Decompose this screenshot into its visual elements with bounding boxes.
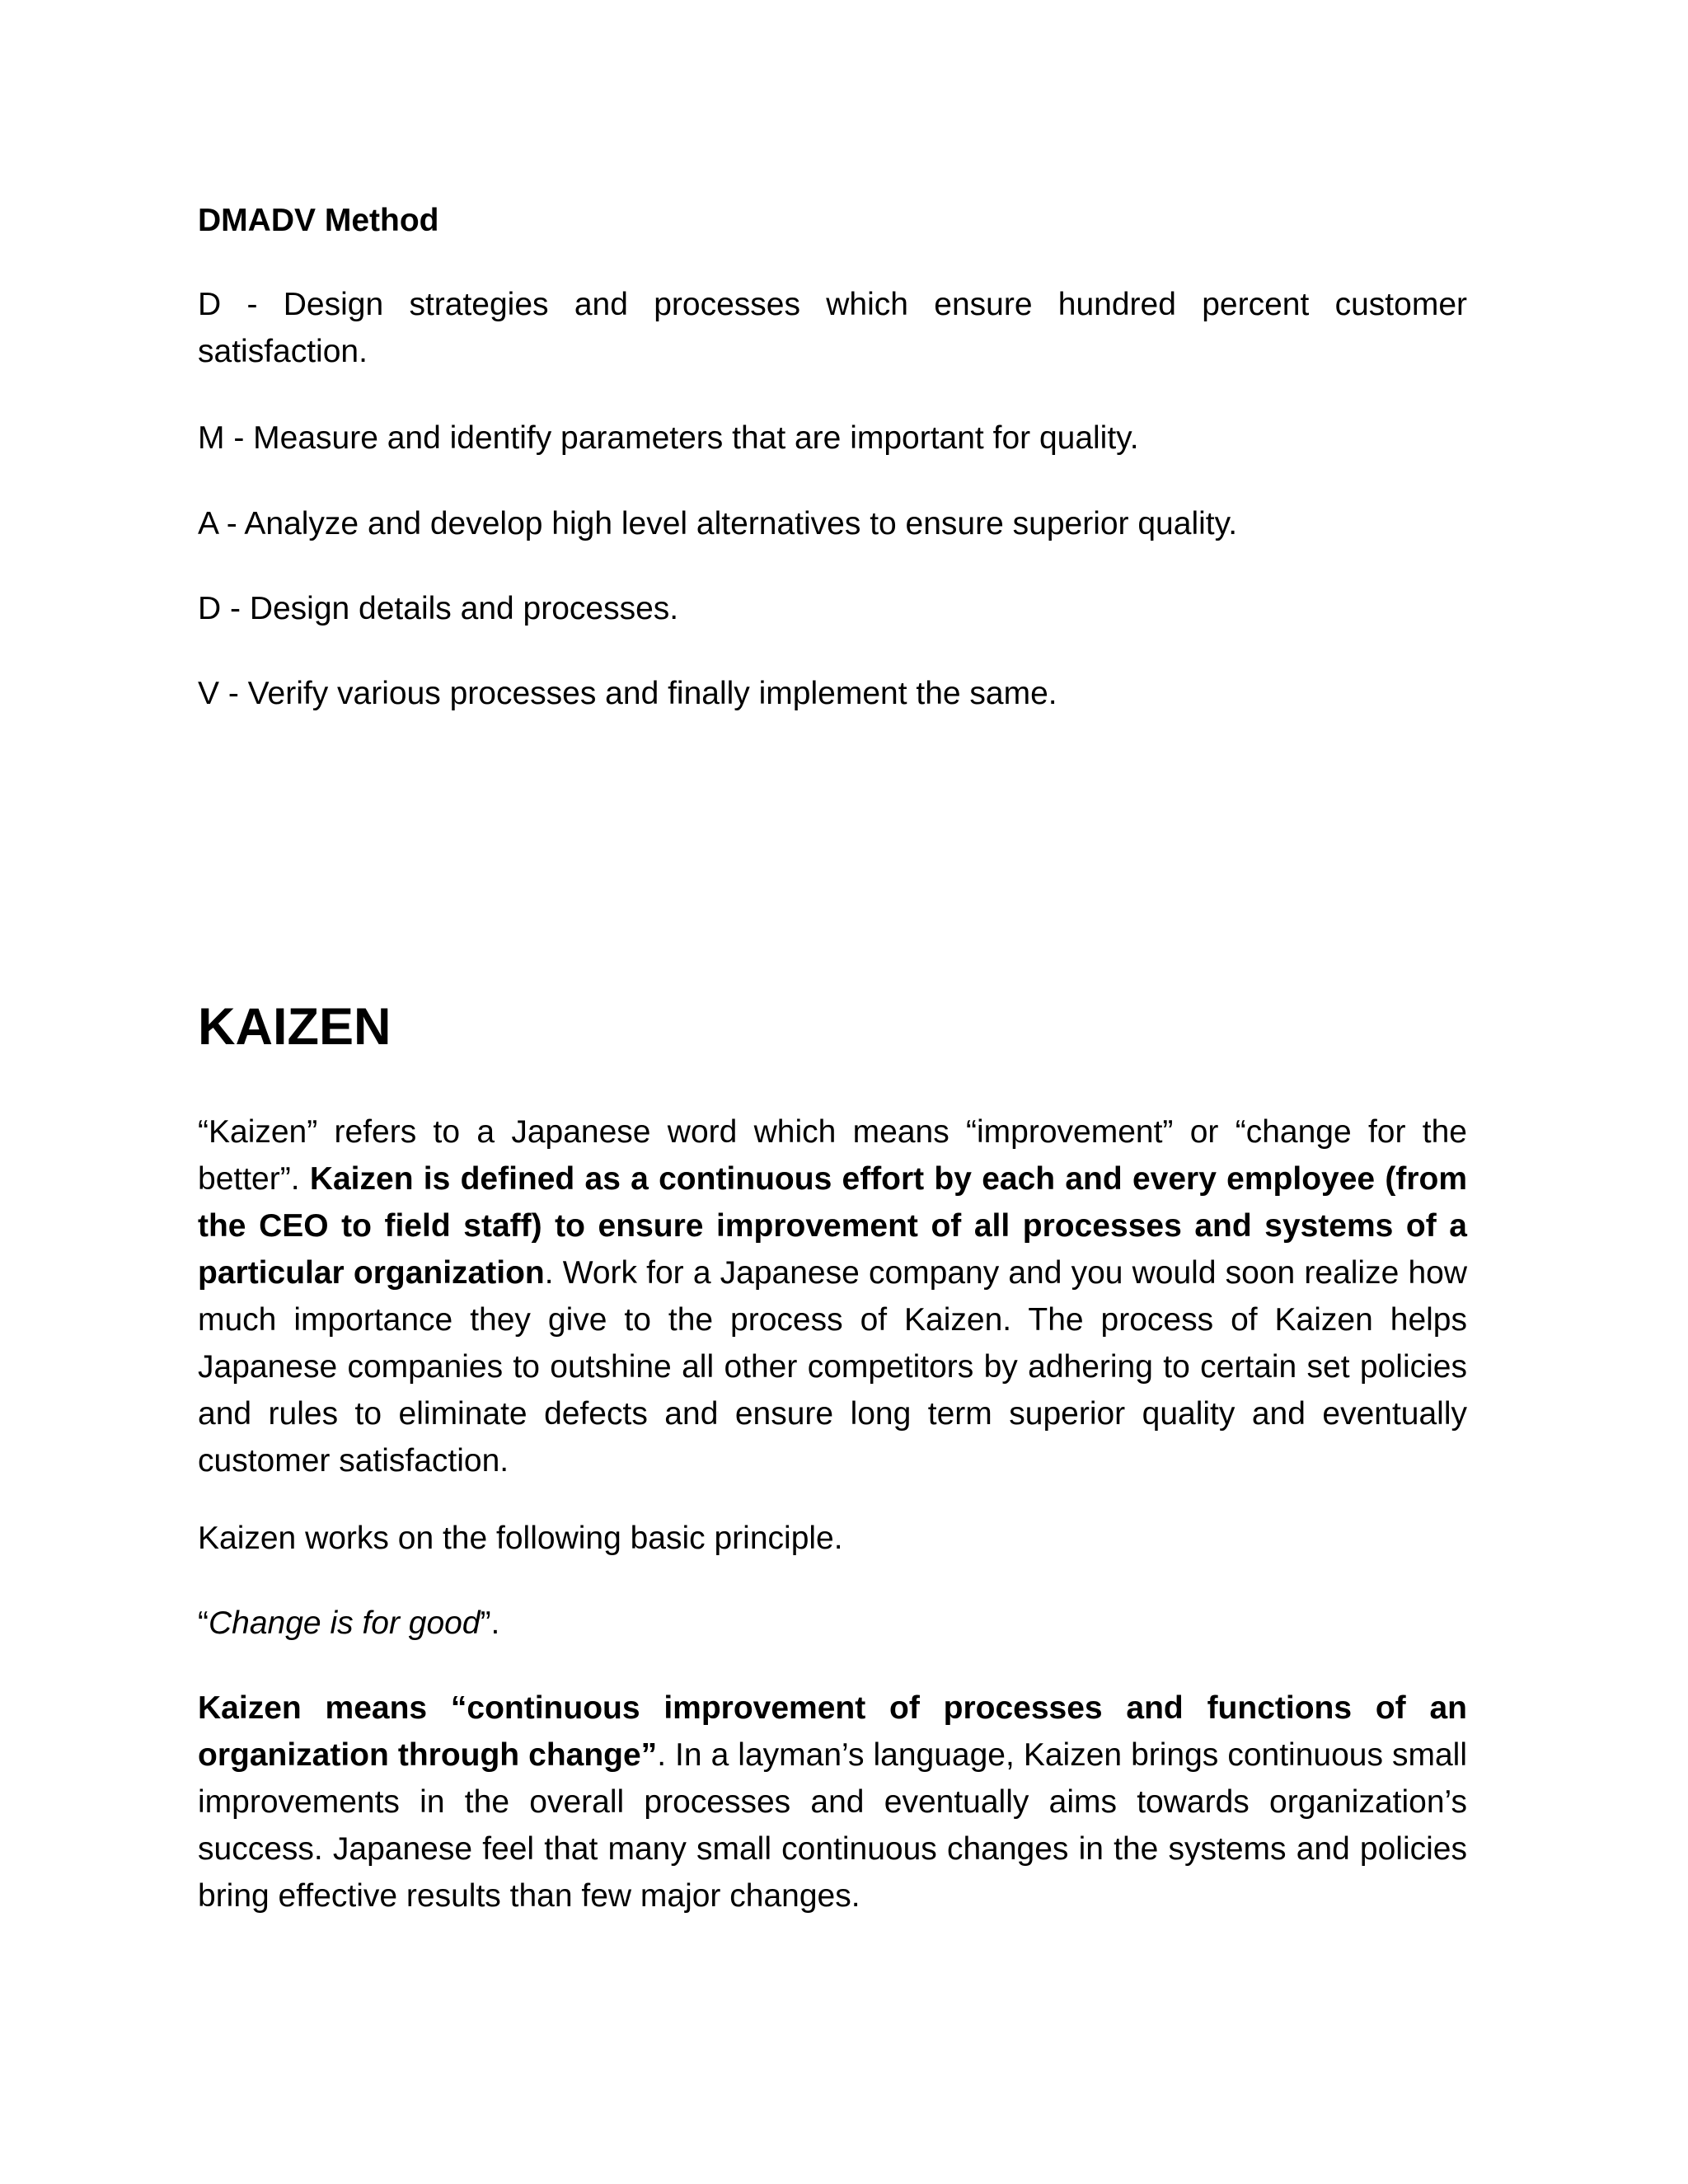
quote-text: Change is for good	[209, 1605, 481, 1641]
dmadv-step-design: D - Design strategies and processes which ensure hundred percent customer satisfaction.	[198, 287, 1467, 369]
quote-open: “	[198, 1605, 209, 1641]
kaizen-heading: KAIZEN	[198, 998, 392, 1056]
kaizen-definition-bold: Kaizen is defined as a continuous effort by each and every employee (from the CEO to field staff) to ensure improvement of all processes and systems of a particular organization	[198, 1161, 1467, 1291]
dmadv-step-verify: V - Verify various processes and finally implement the same.	[198, 676, 1057, 711]
kaizen-meaning-paragraph	[198, 1685, 1467, 1919]
kaizen-principle-intro: Kaizen works on the following basic principle.	[198, 1521, 843, 1556]
dmadv-heading: DMADV Method	[198, 203, 439, 238]
kaizen-principle-quote	[198, 1600, 1467, 1647]
kaizen-definition-rest: . Work for a Japanese company and you would soon realize how much importance they give to the process of Kaizen. The process of Kaizen helps Japanese companies to outshine all other competitors by adhering to certain set policies and rules to eliminate defects and ensure long term superior quality and eventually customer satisfaction.	[198, 1255, 1467, 1479]
dmadv-step-design-details: D - Design details and processes.	[198, 591, 679, 626]
dmadv-step-measure: M - Measure and identify parameters that are important for quality.	[198, 420, 1139, 456]
kaizen-intro-text: “Kaizen” refers to a Japanese word which means “improvement” or “change for the better”.	[198, 1114, 1467, 1197]
kaizen-definition-paragraph	[198, 1108, 1467, 1484]
dmadv-step-analyze: A - Analyze and develop high level alternatives to ensure superior quality.	[198, 506, 1238, 541]
quote-close: ”.	[480, 1605, 500, 1641]
kaizen-meaning-rest: . In a layman’s language, Kaizen brings continuous small improvements in the overall processes and eventually aims towards organization’s success. Japanese feel that many small continuous changes in the systems and policies bring effective results than few major changes.	[198, 1737, 1467, 1914]
kaizen-meaning-bold: Kaizen means “continuous improvement of processes and functions of an organization through change”	[198, 1690, 1467, 1773]
